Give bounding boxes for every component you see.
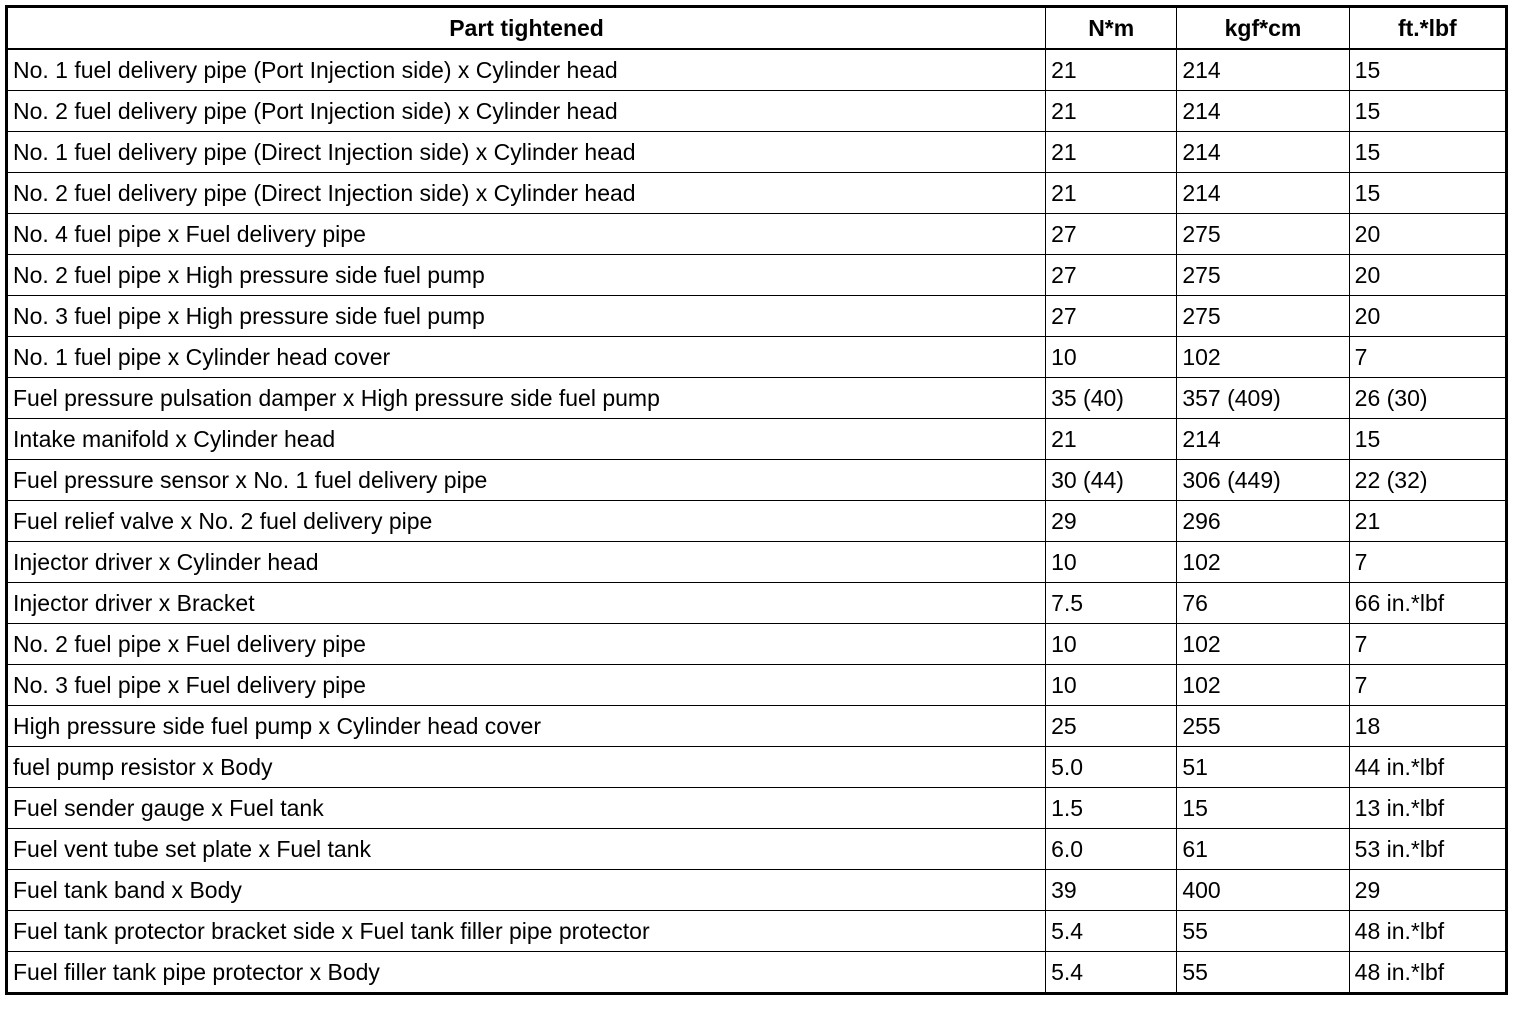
nm-cell: 25 [1046, 706, 1177, 747]
nm-cell: 1.5 [1046, 788, 1177, 829]
kgf-cm-cell: 102 [1177, 542, 1349, 583]
ft-lbf-cell: 15 [1349, 49, 1506, 91]
ft-lbf-cell: 15 [1349, 173, 1506, 214]
part-cell: No. 3 fuel pipe x High pressure side fuel pump [7, 296, 1046, 337]
nm-cell: 5.0 [1046, 747, 1177, 788]
nm-cell: 29 [1046, 501, 1177, 542]
ft-lbf-cell: 53 in.*lbf [1349, 829, 1506, 870]
nm-cell: 10 [1046, 624, 1177, 665]
ft-lbf-cell: 20 [1349, 255, 1506, 296]
nm-cell: 39 [1046, 870, 1177, 911]
kgf-cm-cell: 275 [1177, 255, 1349, 296]
ft-lbf-cell: 21 [1349, 501, 1506, 542]
kgf-cm-cell: 102 [1177, 624, 1349, 665]
kgf-cm-cell: 306 (449) [1177, 460, 1349, 501]
kgf-cm-cell: 214 [1177, 91, 1349, 132]
nm-cell: 7.5 [1046, 583, 1177, 624]
part-cell: No. 2 fuel pipe x High pressure side fuel pump [7, 255, 1046, 296]
nm-cell: 30 (44) [1046, 460, 1177, 501]
table-row [7, 624, 1507, 665]
part-cell: No. 2 fuel pipe x Fuel delivery pipe [7, 624, 1046, 665]
ft-lbf-cell: 15 [1349, 132, 1506, 173]
table-row [7, 419, 1507, 460]
header-kgf-cm: kgf*cm [1177, 7, 1349, 50]
part-cell: No. 1 fuel pipe x Cylinder head cover [7, 337, 1046, 378]
nm-cell: 10 [1046, 337, 1177, 378]
part-cell: No. 4 fuel pipe x Fuel delivery pipe [7, 214, 1046, 255]
kgf-cm-cell: 55 [1177, 952, 1349, 994]
part-cell: No. 2 fuel delivery pipe (Port Injection side) x Cylinder head [7, 91, 1046, 132]
table-row [7, 706, 1507, 747]
table-row [7, 952, 1507, 994]
kgf-cm-cell: 15 [1177, 788, 1349, 829]
kgf-cm-cell: 102 [1177, 337, 1349, 378]
nm-cell: 5.4 [1046, 952, 1177, 994]
nm-cell: 27 [1046, 296, 1177, 337]
ft-lbf-cell: 29 [1349, 870, 1506, 911]
kgf-cm-cell: 214 [1177, 419, 1349, 460]
table-row [7, 583, 1507, 624]
nm-cell: 27 [1046, 255, 1177, 296]
nm-cell: 21 [1046, 91, 1177, 132]
part-cell: Injector driver x Bracket [7, 583, 1046, 624]
ft-lbf-cell: 15 [1349, 419, 1506, 460]
part-cell: Fuel pressure pulsation damper x High pressure side fuel pump [7, 378, 1046, 419]
ft-lbf-cell: 7 [1349, 337, 1506, 378]
part-cell: Fuel sender gauge x Fuel tank [7, 788, 1046, 829]
table-row [7, 542, 1507, 583]
ft-lbf-cell: 44 in.*lbf [1349, 747, 1506, 788]
ft-lbf-cell: 7 [1349, 624, 1506, 665]
table-row [7, 829, 1507, 870]
part-cell: No. 1 fuel delivery pipe (Direct Injection side) x Cylinder head [7, 132, 1046, 173]
ft-lbf-cell: 7 [1349, 542, 1506, 583]
part-cell: High pressure side fuel pump x Cylinder head cover [7, 706, 1046, 747]
table-row [7, 747, 1507, 788]
kgf-cm-cell: 357 (409) [1177, 378, 1349, 419]
kgf-cm-cell: 214 [1177, 132, 1349, 173]
nm-cell: 10 [1046, 665, 1177, 706]
nm-cell: 27 [1046, 214, 1177, 255]
table-row [7, 460, 1507, 501]
table-row [7, 665, 1507, 706]
table-row [7, 788, 1507, 829]
ft-lbf-cell: 15 [1349, 91, 1506, 132]
ft-lbf-cell: 66 in.*lbf [1349, 583, 1506, 624]
ft-lbf-cell: 13 in.*lbf [1349, 788, 1506, 829]
kgf-cm-cell: 296 [1177, 501, 1349, 542]
part-cell: Fuel tank band x Body [7, 870, 1046, 911]
nm-cell: 10 [1046, 542, 1177, 583]
part-cell: Fuel tank protector bracket side x Fuel tank filler pipe protector [7, 911, 1046, 952]
kgf-cm-cell: 400 [1177, 870, 1349, 911]
part-cell: Injector driver x Cylinder head [7, 542, 1046, 583]
nm-cell: 21 [1046, 419, 1177, 460]
nm-cell: 21 [1046, 173, 1177, 214]
ft-lbf-cell: 7 [1349, 665, 1506, 706]
table-row [7, 255, 1507, 296]
table-header-row [7, 7, 1507, 50]
kgf-cm-cell: 102 [1177, 665, 1349, 706]
torque-spec-table [5, 5, 1508, 995]
kgf-cm-cell: 275 [1177, 296, 1349, 337]
kgf-cm-cell: 55 [1177, 911, 1349, 952]
nm-cell: 35 (40) [1046, 378, 1177, 419]
part-cell: fuel pump resistor x Body [7, 747, 1046, 788]
part-cell: Intake manifold x Cylinder head [7, 419, 1046, 460]
table-row [7, 501, 1507, 542]
table-row [7, 911, 1507, 952]
ft-lbf-cell: 22 (32) [1349, 460, 1506, 501]
table-row [7, 132, 1507, 173]
ft-lbf-cell: 20 [1349, 214, 1506, 255]
header-nm: N*m [1046, 7, 1177, 50]
part-cell: No. 3 fuel pipe x Fuel delivery pipe [7, 665, 1046, 706]
part-cell: No. 1 fuel delivery pipe (Port Injection side) x Cylinder head [7, 49, 1046, 91]
table-row [7, 49, 1507, 91]
part-cell: No. 2 fuel delivery pipe (Direct Injection side) x Cylinder head [7, 173, 1046, 214]
table-row [7, 173, 1507, 214]
kgf-cm-cell: 51 [1177, 747, 1349, 788]
kgf-cm-cell: 255 [1177, 706, 1349, 747]
ft-lbf-cell: 48 in.*lbf [1349, 952, 1506, 994]
part-cell: Fuel pressure sensor x No. 1 fuel delivery pipe [7, 460, 1046, 501]
kgf-cm-cell: 214 [1177, 49, 1349, 91]
kgf-cm-cell: 214 [1177, 173, 1349, 214]
ft-lbf-cell: 48 in.*lbf [1349, 911, 1506, 952]
part-cell: Fuel vent tube set plate x Fuel tank [7, 829, 1046, 870]
nm-cell: 5.4 [1046, 911, 1177, 952]
table-row [7, 337, 1507, 378]
table-row [7, 378, 1507, 419]
nm-cell: 6.0 [1046, 829, 1177, 870]
ft-lbf-cell: 26 (30) [1349, 378, 1506, 419]
table-body [7, 49, 1507, 994]
kgf-cm-cell: 76 [1177, 583, 1349, 624]
table-row [7, 870, 1507, 911]
kgf-cm-cell: 61 [1177, 829, 1349, 870]
nm-cell: 21 [1046, 49, 1177, 91]
table-row [7, 214, 1507, 255]
header-part-tightened: Part tightened [7, 7, 1046, 50]
nm-cell: 21 [1046, 132, 1177, 173]
kgf-cm-cell: 275 [1177, 214, 1349, 255]
ft-lbf-cell: 20 [1349, 296, 1506, 337]
header-ft-lbf: ft.*lbf [1349, 7, 1506, 50]
table-row [7, 296, 1507, 337]
table-row [7, 91, 1507, 132]
ft-lbf-cell: 18 [1349, 706, 1506, 747]
part-cell: Fuel filler tank pipe protector x Body [7, 952, 1046, 994]
part-cell: Fuel relief valve x No. 2 fuel delivery pipe [7, 501, 1046, 542]
